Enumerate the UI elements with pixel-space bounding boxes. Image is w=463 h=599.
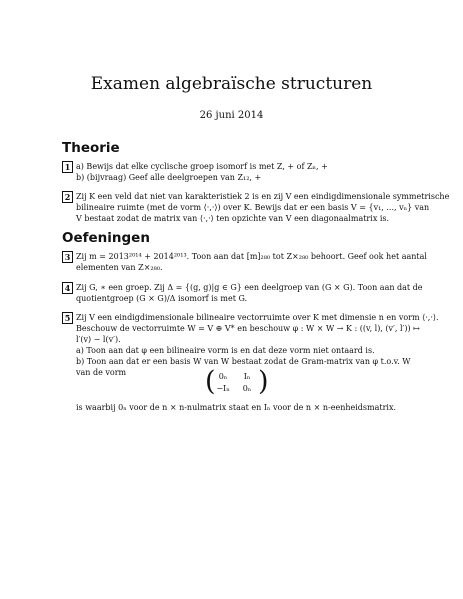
exercise-number-box: 3 xyxy=(62,251,73,263)
exam-title: Examen algebraïsche structuren xyxy=(90,74,373,94)
exercise-1-line-a: a) Bewijs dat elke cyclische groep isomorf is met Z, + of Zₙ, + xyxy=(76,162,328,171)
section-heading-theorie: Theorie xyxy=(62,140,120,156)
section-heading-oefeningen: Oefeningen xyxy=(62,230,150,246)
exercise-5-line-1: Zij V een eindigdimensionale bilineaire vectorruimte over K met dimensie n en vorm ⟨·,·⟩. xyxy=(76,313,439,322)
exercise-3 xyxy=(62,251,427,273)
exercise-5-line-3: l′(v) − l(v′). xyxy=(76,335,121,344)
exercise-number-box: 5 xyxy=(62,312,73,324)
exercise-2-line-2: bilineaire ruimte (met de vorm ⟨·,·⟩) over K. Bewijs dat er een basis V = {v₁, ..., vₙ} van xyxy=(76,203,430,212)
exam-date: 26 juni 2014 xyxy=(199,110,264,121)
exercise-1 xyxy=(62,161,402,183)
exercise-number-box: 2 xyxy=(62,191,73,203)
exercise-1-line-b: b) (bijvraag) Geef alle deelgroepen van Z₁₂, + xyxy=(76,173,262,182)
exercise-2-line-1: Zij K een veld dat niet van karakteristiek 2 is en zij V een eindigdimensionale symmetrische xyxy=(76,192,450,201)
exercise-5-line-6: van de vorm xyxy=(76,368,127,377)
exercise-4 xyxy=(62,282,423,304)
exercise-2-line-3: V bestaat zodat de matrix van ⟨·,·⟩ ten opzichte van V een diagonaalmatrix is. xyxy=(76,214,390,223)
exercise-5-line-5: b) Toon aan dat er een basis W van W bestaat zodat de Gram-matrix van φ t.o.v. W xyxy=(76,357,411,366)
exercise-5-after-text: is waarbij 0ₙ voor de n × n-nulmatrix staat en Iₙ voor de n × n-eenheidsmatrix. xyxy=(76,403,397,412)
matrix-cell: 0ₙ xyxy=(218,372,228,381)
exercise-2 xyxy=(62,191,450,224)
gram-matrix xyxy=(205,366,269,397)
exercise-4-line-1: Zij G, ∗ een groep. Zij Δ = {(g, g)|g ∈ G} een deelgroep van (G × G). Toon aan dat de xyxy=(76,283,423,292)
matrix-cell: 0ₙ xyxy=(242,384,252,393)
exercise-number-box: 1 xyxy=(62,161,73,173)
exercise-5-line-4: a) Toon aan dat φ een bilineaire vorm is en dat deze vorm niet ontaard is. xyxy=(76,346,375,355)
matrix-cell: Iₙ xyxy=(243,372,251,381)
matrix-cell: −Iₙ xyxy=(216,384,230,393)
exercise-5-conclusion xyxy=(62,402,402,413)
exercise-4-line-2: quotientgroep (G × G)/Δ isomorf is met G. xyxy=(76,294,248,303)
exercise-5 xyxy=(62,312,439,378)
right-parenthesis: ) xyxy=(258,366,269,397)
exercise-3-line-1: Zij m = 2013²⁰¹⁴ + 2014²⁰¹³. Toon aan dat [m]₂₈₀ tot Z×₂₈₀ behoort. Geef ook het aantal xyxy=(76,252,427,261)
exercise-5-line-2: Beschouw de vectorruimte W = V ⊕ V* en beschouw φ : W × W → K : ((v, l), (v′, l′)) ↦ xyxy=(76,324,420,333)
exercise-3-line-2: elementen van Z×₂₈₀. xyxy=(76,263,163,272)
left-parenthesis: ( xyxy=(205,366,216,397)
exercise-number-box: 4 xyxy=(62,282,73,294)
